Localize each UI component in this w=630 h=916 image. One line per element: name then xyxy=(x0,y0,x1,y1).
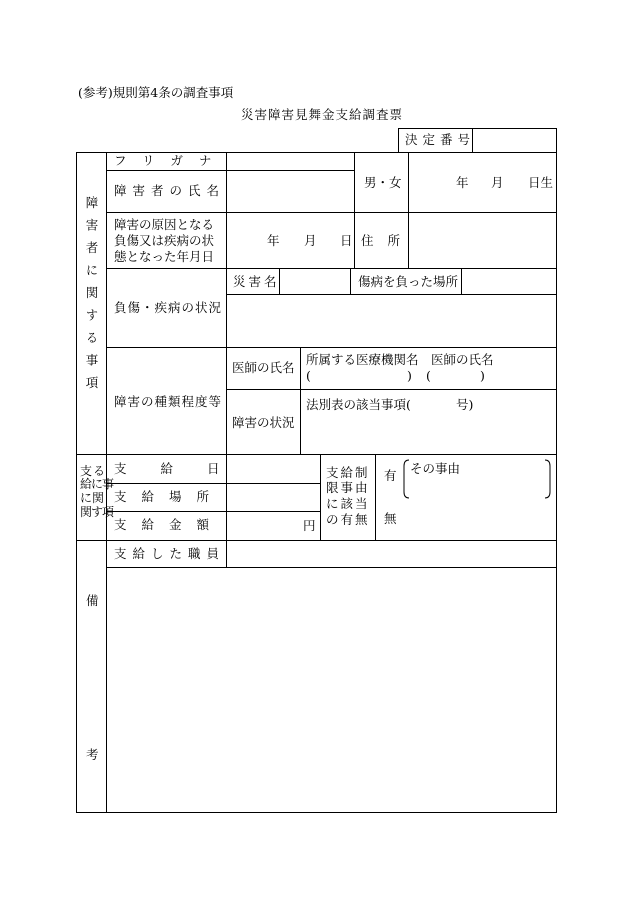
reason-label: その事由 xyxy=(410,461,461,476)
section-disabled-label: 障害者に関する事項 xyxy=(84,196,99,399)
restriction-label-line4: の有無 xyxy=(326,512,370,527)
name-label: 障害者の氏名 xyxy=(114,183,226,198)
yen-unit: 円 xyxy=(303,518,316,533)
payment-label-line2: 給に事 xyxy=(80,477,114,491)
remarks-kou: 考 xyxy=(86,747,99,762)
payment-label-line3: に関 xyxy=(80,491,105,505)
injury-status-label: 負傷・疾病の状況 xyxy=(114,300,223,315)
institution-paren-close: ) xyxy=(407,368,412,383)
doctor-name-field[interactable] xyxy=(437,367,477,385)
statute-field[interactable] xyxy=(416,396,452,414)
restriction-label-line3: に該当 xyxy=(326,496,370,511)
cause-day: 日 xyxy=(340,233,353,248)
institution-paren-open: ( xyxy=(306,368,311,383)
restriction-no[interactable]: 無 xyxy=(384,511,397,526)
injury-place-label: 傷病を負った場所 xyxy=(358,274,459,289)
disaster-name-label: 災害名 xyxy=(233,274,280,289)
cause-label-line2: 負傷又は疾病の状 xyxy=(114,233,215,248)
cause-month: 月 xyxy=(304,233,317,248)
payment-label-line4: 関す項 xyxy=(80,505,114,519)
form-title: 災害障害見舞金支給調査票 xyxy=(241,107,404,122)
payment-date-label: 支給日 xyxy=(114,461,254,476)
reason-field[interactable] xyxy=(410,477,544,497)
birth-day: 日生 xyxy=(528,175,554,190)
payment-label-line1: 支る xyxy=(80,464,107,478)
furigana-label: フリガナ xyxy=(114,153,228,168)
disaster-name-field[interactable] xyxy=(281,270,349,293)
cause-label-line3: 態となった年月日 xyxy=(114,249,215,264)
institution-field[interactable] xyxy=(318,367,404,385)
cause-year: 年 xyxy=(267,233,280,248)
statute-suffix: 号) xyxy=(456,397,474,412)
payment-amount-field[interactable] xyxy=(228,513,303,539)
doctor-paren-open: ( xyxy=(426,368,431,383)
doctor-name-label: 医師の氏名 xyxy=(232,360,295,375)
disability-status-label: 障害の状況 xyxy=(232,415,295,430)
restriction-label-line2: 限事由 xyxy=(326,480,370,495)
restriction-label-line1: 支給制 xyxy=(326,465,370,480)
decision-number-label: 決定番号 xyxy=(405,132,476,147)
staff-field[interactable] xyxy=(228,542,555,566)
doctor-paren-close: ) xyxy=(480,368,485,383)
disability-label: 障害の種類程度等 xyxy=(114,394,223,409)
address-field[interactable] xyxy=(410,214,555,267)
birth-month: 月 xyxy=(491,175,504,190)
disability-status-field[interactable] xyxy=(302,416,555,453)
injury-status-field[interactable] xyxy=(228,296,555,346)
name-field[interactable] xyxy=(228,172,353,211)
payment-place-label: 支給場所 xyxy=(114,489,225,504)
remarks-field[interactable] xyxy=(108,569,555,811)
payment-date-field[interactable] xyxy=(228,456,319,482)
institution-line: 所属する医療機関名 医師の氏名 xyxy=(306,352,494,367)
statute-label: 法別表の該当事項( xyxy=(306,397,411,412)
furigana-field[interactable] xyxy=(228,153,353,169)
injury-place-field[interactable] xyxy=(463,270,555,293)
remarks-bi: 備 xyxy=(86,593,99,608)
payment-place-field[interactable] xyxy=(228,485,319,510)
decision-number-field[interactable] xyxy=(474,130,554,151)
restriction-yes[interactable]: 有 xyxy=(384,468,397,483)
payment-amount-label: 支給金額 xyxy=(114,517,225,532)
reference-note: (参考)規則第4条の調査事項 xyxy=(78,85,234,100)
cause-label-line1: 障害の原因となる xyxy=(114,217,215,232)
address-label: 住所 xyxy=(361,233,415,248)
staff-label: 支給した職員 xyxy=(114,546,226,561)
sex-label[interactable]: 男・女 xyxy=(364,175,402,190)
birth-year: 年 xyxy=(456,175,469,190)
